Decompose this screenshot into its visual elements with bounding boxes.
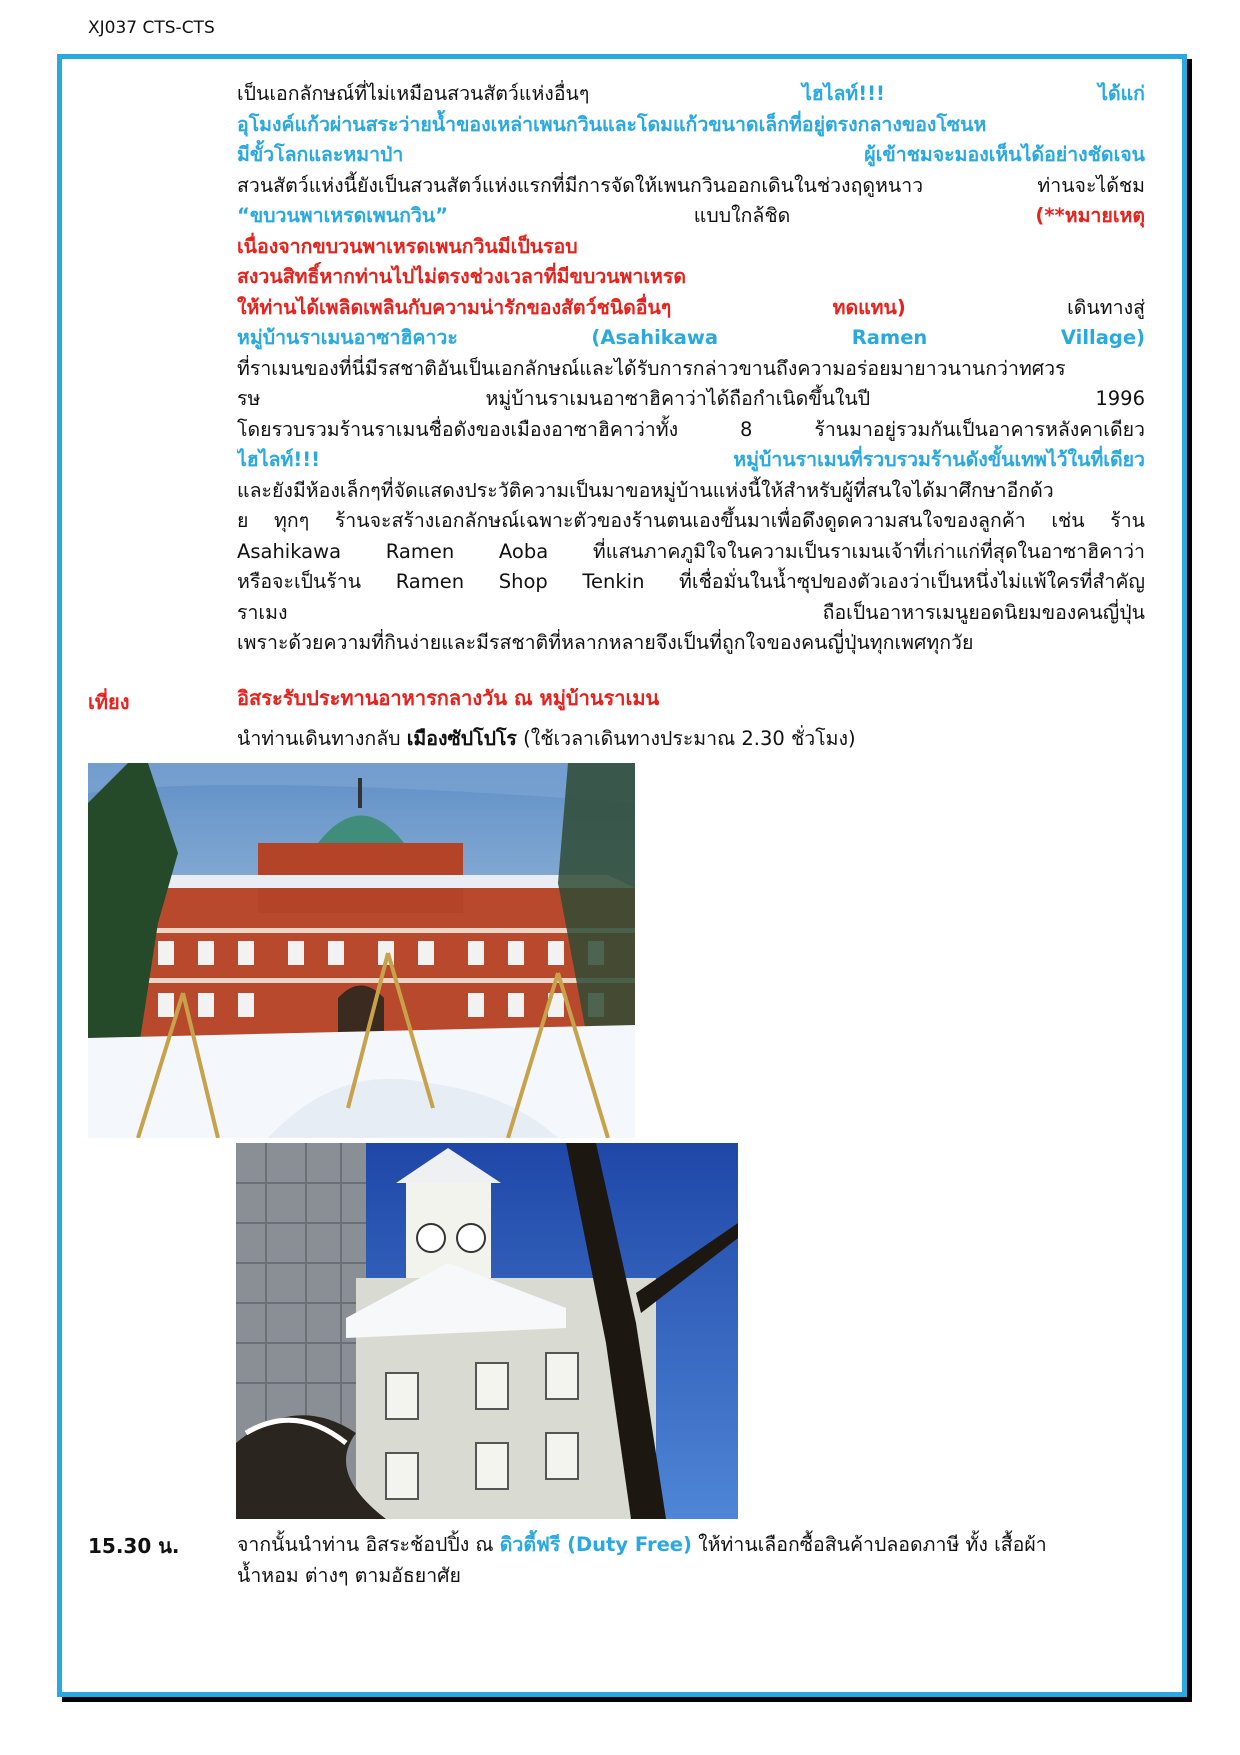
text-segment: เมืองซัปโปโร [406,727,517,750]
body-line [237,567,1145,598]
text-segment: ดิวตี้ฟรี (Duty Free) [499,1533,692,1556]
shopping-time: 15.30 น. [88,1534,180,1558]
text-segment: ย ทุกๆ ร้านจะสร้างเอกลักษณ์เฉพาะตัวของร้านตนเองขึ้นมาเพื่อดึงดูดความสนใจของลูกค้า เช่น ร้าน [237,509,1145,532]
document-code: XJ037 CTS-CTS [88,18,215,38]
text-segment: ให้ท่านได้เพลิดเพลินกับความน่ารักของสัตว์ชนิดอื่นๆ ทดแทน) [237,295,1068,319]
text-segment: สวนสัตว์แห่งนี้ยังเป็นสวนสัตว์แห่งแรกที่มีการจัดให้เพนกวินออกเดินในช่วงฤดูหนาว ท่านจะได้ชม [237,173,1145,197]
zoo-ramen-paragraph [237,79,1145,659]
text-segment: ไฮไลท์!!! ได้แก่ [801,82,1145,105]
clock-tower-image [236,1143,738,1519]
lunch-description: อิสระรับประทานอาหารกลางวัน ณ หมู่บ้านราเมน [237,686,660,710]
text-segment: เนื่องจากขบวนพาเหรดเพนกวินมีเป็นรอบ [237,234,578,258]
text-segment: มีขั้วโลกและหมาป่า ผู้เข้าชมจะมองเห็นได้อย่างชัดเจน [237,143,1145,166]
text-segment: ที่ราเมนของที่นี่มีรสชาติอันเป็นเอกลักษณ์และได้รับการกล่าวขานถึงความอร่อยมายาวนานกว่าทศวร [237,356,1066,380]
body-line [237,171,1145,202]
body-line [237,110,1145,141]
text-segment: นำท่านเดินทางกลับ [237,727,407,750]
text-segment: แบบใกล้ชิด [693,204,1036,227]
clock-tower-photo [236,1143,738,1519]
text-segment: (ใช้เวลาเดินทางประมาณ 2.30 ชั่วโมง) [516,727,856,750]
text-segment: (**หมายเหตุ [1035,204,1145,227]
body-line [237,262,1145,293]
body-line [237,445,1145,476]
body-line [237,293,1145,324]
text-segment: ให้ท่านเลือกซื้อสินค้าปลอดภาษี ทั้ง เสื้อผ้า [691,1533,1047,1556]
body-line [237,232,1145,263]
body-line [237,415,1145,446]
text-segment: โดยรวบรวมร้านราเมนชื่อดังของเมืองอาซาฮิคาว่าทั้ง 8 ร้านมาอยู่รวมกันเป็นอาคารหลังคาเดียว [237,417,1145,441]
body-line [237,598,1145,629]
text-segment: และยังมีห้องเล็กๆที่จัดแสดงประวัติความเป็นมาขอหมู่บ้านแห่งนี้ให้สำหรับผู้ที่สนใจได้มาศึกษาอีกด้ว [237,478,1054,502]
government-building-photo [88,763,635,1138]
text-segment: รษ หมู่บ้านราเมนอาซาฮิคาว่าได้ถือกำเนิดขึ้นในปี 1996 [237,387,1145,410]
body-line [237,384,1145,415]
body-line [237,323,1145,354]
text-segment: หมู่บ้านราเมนอาซาฮิคาวะ (Asahikawa Ramen Village) [237,326,1145,349]
shopping-line-1 [237,1530,1145,1561]
body-line [237,354,1145,385]
government-building-image [88,763,635,1138]
body-line [237,140,1145,171]
text-segment: “ขบวนพาเหรดเพนกวิน” [237,204,694,227]
text-segment: จากนั้นนำท่าน อิสระช้อปปิ้ง ณ [237,1533,500,1556]
shopping-text [237,1530,1145,1591]
text-segment: หรือจะเป็นร้าน Ramen Shop Tenkin ที่เชื่อมั่นในน้ำซุปของตัวเองว่าเป็นหนึ่งไม่แพ้ใครที่สำคัญ [237,570,1145,593]
lunch-text [237,686,1145,710]
text-segment: เดินทางสู่ [1067,295,1145,319]
body-line [237,628,1145,659]
body-line [237,506,1145,537]
body-line [237,201,1145,232]
shopping-line-2: น้ำหอม ต่างๆ ตามอัธยาศัย [237,1563,461,1587]
body-line [237,537,1145,568]
text-segment: สงวนสิทธิ์หากท่านไปไม่ตรงช่วงเวลาที่มีขบวนพาเหรด [237,265,686,288]
lunch-label: เที่ยง [88,690,130,714]
text-segment: อุโมงค์แก้วผ่านสระว่ายน้ำของเหล่าเพนกวินและโดมแก้วขนาดเล็กที่อยู่ตรงกลางของโซนห [237,112,987,136]
text-segment: เป็นเอกลักษณ์ที่ไม่เหมือนสวนสัตว์แห่งอื่นๆ [237,82,802,105]
return-trip-line [237,727,1145,751]
body-line [237,476,1145,507]
text-segment: Asahikawa Ramen Aoba ที่แสนภาคภูมิใจในความเป็นราเมนเจ้าที่เก่าแก่ที่สุดในอาซาฮิคาว่า [237,539,1145,563]
body-line [237,79,1145,110]
text-segment: ราเมง ถือเป็นอาหารเมนูยอดนิยมของคนญี่ปุ่น [237,600,1145,624]
text-segment: เพราะด้วยความที่กินง่ายและมีรสชาติที่หลากหลายจึงเป็นที่ถูกใจของคนญี่ปุ่นทุกเพศทุกวัย [237,631,974,654]
text-segment: ไฮไลท์!!! หมู่บ้านราเมนที่รวบรวมร้านดังขั้นเทพไว้ในที่เดียว [237,448,1145,471]
